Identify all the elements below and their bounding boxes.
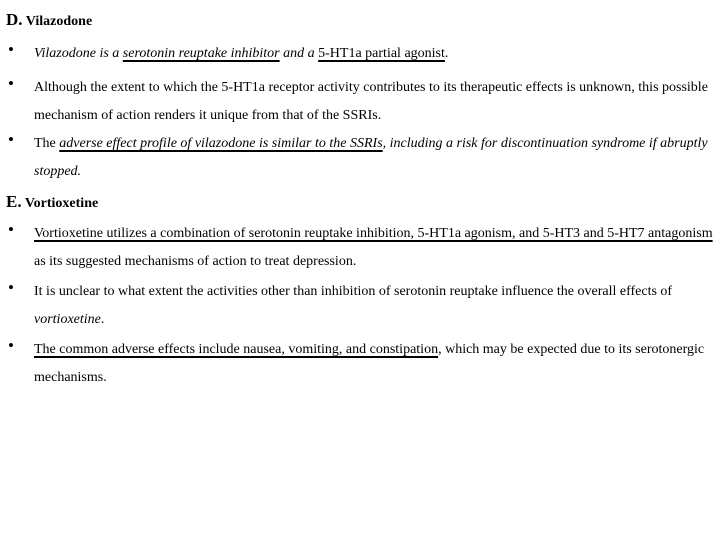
bullet-text	[34, 278, 716, 334]
bullet-text	[34, 130, 716, 186]
list-item	[8, 278, 716, 334]
bullet-icon: •	[8, 278, 14, 297]
bullet-text	[34, 336, 716, 392]
section-title: Vilazodone	[25, 14, 93, 29]
underlined-text: adverse effect profile of vilazodone is similar to the SSRIs	[59, 136, 383, 151]
bullet-text	[34, 220, 716, 276]
list-item	[8, 130, 716, 186]
bullet-text	[34, 74, 716, 130]
list-item	[8, 40, 716, 68]
text-run: .	[444, 46, 449, 61]
underlined-text: Vortioxetine utilizes a combination of serotonin reuptake inhibition, 5-HT1a agonism, and 5-HT3 and 5-HT7 antagonism	[34, 226, 713, 241]
bullet-icon: •	[8, 336, 14, 355]
italic-text: vortioxetine	[34, 312, 101, 327]
section-letter: D.	[6, 10, 23, 29]
text-run: .	[100, 312, 105, 327]
underlined-text: The common adverse effects include nausea, vomiting, and constipation	[34, 342, 439, 357]
section-heading-e	[6, 192, 98, 212]
underlined-text: serotonin reuptake inhibitor	[122, 46, 280, 61]
section-letter: E.	[6, 192, 22, 211]
section-heading-d	[6, 10, 92, 30]
text-run: The	[34, 136, 60, 151]
text-run: and a	[279, 46, 319, 61]
text-run: , which may be expected due to its serotonergic mechanisms.	[34, 342, 705, 385]
underlined-text: 5-HT1a partial agonist	[318, 46, 445, 61]
list-item	[8, 336, 716, 392]
bullet-icon: •	[8, 40, 14, 59]
text-run: It is unclear to what extent the activities other than inhibition of serotonin reuptake influence the overall effects of	[34, 284, 673, 299]
list-item	[8, 220, 716, 276]
text-run: Vilazodone is a	[34, 46, 123, 61]
text-run: Although the extent to which the 5-HT1a receptor activity contributes to its therapeutic effects is unknown, this possible mechanism of action renders it unique from that of the SSRIs.	[34, 80, 708, 123]
text-run: , including a risk for discontinuation syndrome if abruptly stopped.	[34, 136, 708, 179]
text-run: as its suggested mechanisms of action to treat depression.	[34, 254, 357, 269]
bullet-icon: •	[8, 220, 14, 239]
bullet-icon: •	[8, 74, 14, 93]
bullet-icon: •	[8, 130, 14, 149]
bullet-text	[34, 40, 716, 68]
section-title: Vortioxetine	[24, 196, 99, 211]
list-item	[8, 74, 716, 130]
